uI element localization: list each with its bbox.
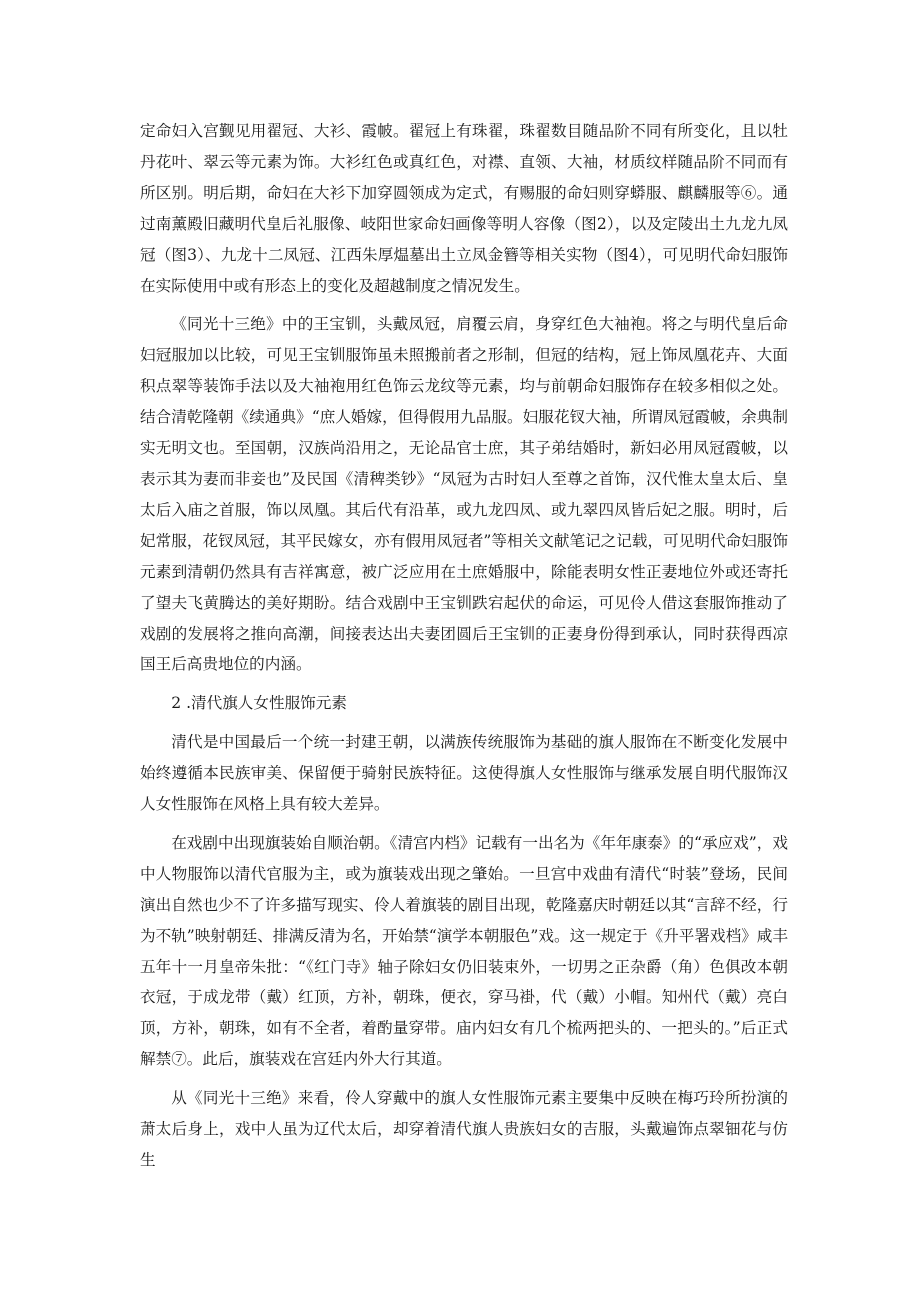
section-heading: 2 .清代旗人女性服饰元素 [171,694,347,713]
paragraph-qizhuang-drama: 在戏剧中出现旗装始自顺治朝。《清宫内档》记载有一出名为《年年康泰》的“承应戏”，戏中人物服饰以清代官服为主，或为旗装戏出现之肇始。一旦宫中戏曲有清代“时装”登场，民间演出自然也少不了许多描写现实、伶人着旗装的剧目出现，乾隆嘉庆时朝廷以其“言辞不经，行为不轨”映射朝廷、排满反清为名，开始禁“演学本朝服色”戏。这一规定于《升平署戏档》咸丰五年十一月皇帝朱批：“《红门寺》轴子除妇女仍旧装束外，一切男之正杂爵（角）色俱改本朝衣冠，于成龙带（戴）红顶，方补，朝珠，便衣，穿马褂，代（戴）小帽。知州代（戴）亮白顶，方补，朝珠，如有不全者，着酌量穿带。庙内妇女有几个梳两把头的、一把头的。”后正式解禁⑦。此后，旗装戏在宫廷内外大行其道。 [140,833,788,1069]
paragraph-wang-baochuan: 《同光十三绝》中的王宝钏，头戴凤冠，肩覆云肩，身穿红色大袖袍。将之与明代皇后命妇冠服加以比较，可见王宝钏服饰虽未照搬前者之形制，但冠的结构，冠上饰凤凰花卉、大面积点翠等装饰手法以及大袖袍用红色饰云龙纹等元素，均与前朝命妇服饰存在较多相似之处。结合清乾隆朝《续通典》“庶人婚嫁，但得假用九品服。妇服花钗大袖，所谓凤冠霞帔，余典制实无明文也。至国朝，汉族尚沿用之，无论品官士庶，其子弟结婚时，新妇必用凤冠霞帔，以表示其为妻而非妾也”及民国《清稗类钞》“凤冠为古时妇人至尊之首饰，汉代惟太皇太后、皇太后入庙之首服，饰以凤凰。其后代有沿革，或九龙四凤、或九翠四凤皆后妃之服。明时，后妃常服，花钗凤冠，其平民嫁女，亦有假用凤冠者”等相关文献笔记之记载，可见明代命妇服饰元素到清朝仍然具有吉祥寓意，被广泛应用在土庶婚服中，除能表明女性正妻地位外或还寄托了望夫飞黄腾达的美好期盼。结合戏剧中王宝钏跌宕起伏的命运，可见伶人借这套服饰推动了戏剧的发展将之推向高潮，间接表达出夫妻团圆后王宝钏的正妻身份得到承认，同时获得西凉国王后高贵地位的内涵。 [140,315,788,674]
paragraph-tongguang: 从《同光十三绝》来看，伶人穿戴中的旗人女性服饰元素主要集中反映在梅巧玲所扮演的萧太后身上，戏中人虽为辽代太后，却穿着清代旗人贵族妇女的吉服，头戴遍饰点翠钿花与仿生 [140,1089,788,1169]
document-body [140,116,788,1176]
paragraph-continued: 定命妇入宫觐见用翟冠、大衫、霞帔。翟冠上有珠翟，珠翟数目随品阶不同有所变化，且以牡丹花叶、翠云等元素为饰。大衫红色或真红色，对襟、直领、大袖，材质纹样随品阶不同而有所区别。明后期，命妇在大衫下加穿圆领成为定式，有赐服的命妇则穿蟒服、麒麟服等⑥。通过南薰殿旧藏明代皇后礼服像、岐阳世家命妇画像等明人容像（图2），以及定陵出土九龙九凤冠（图3）、九龙十二凤冠、江西朱厚煴墓出土立凤金簪等相关实物（图4），可见明代命妇服饰在实际使用中或有形态上的变化及超越制度之情况发生。 [140,122,788,295]
paragraph-qing-dynasty: 清代是中国最后一个统一封建王朝，以满族传统服饰为基础的旗人服饰在不断变化发展中始终遵循本民族审美、保留便于骑射民族特征。这使得旗人女性服饰与继承发展自明代服饰汉人女性服饰在风格上具有较大差异。 [140,733,788,814]
